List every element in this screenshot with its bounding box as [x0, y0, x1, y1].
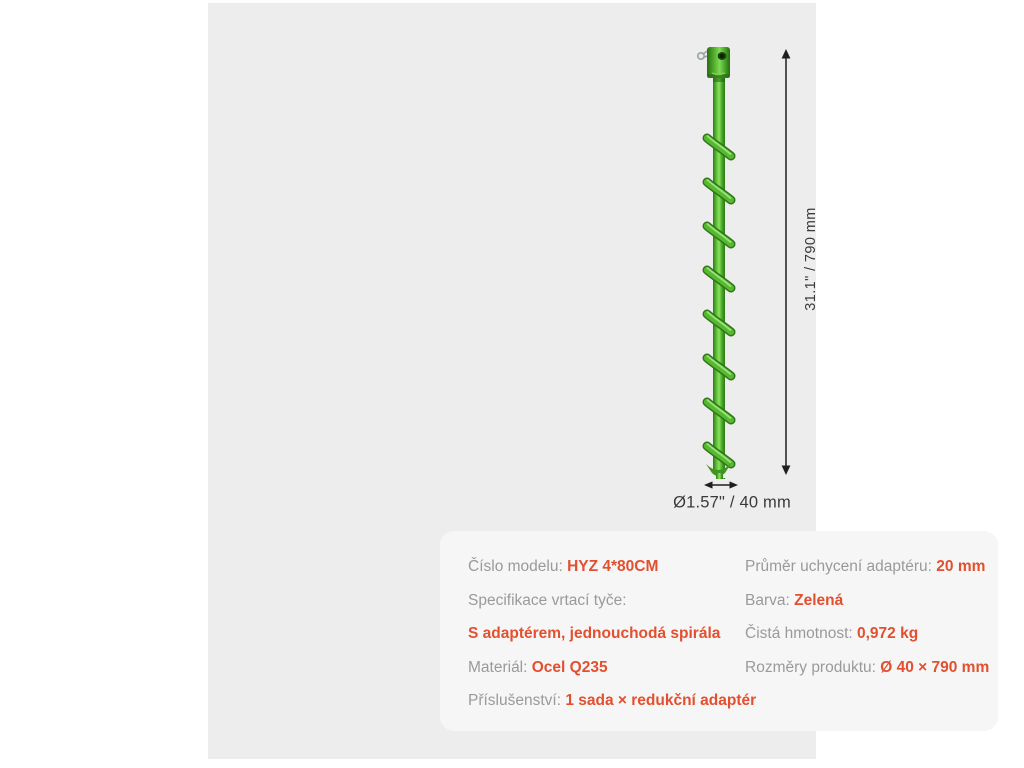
auger-top-collar — [707, 47, 730, 78]
diameter-dimension-label: Ø1.57" / 40 mm — [673, 493, 791, 512]
spec-label: Rozměry produktu: — [745, 658, 881, 676]
arrow-right-icon — [730, 481, 739, 488]
specifications-panel — [440, 531, 998, 731]
arrow-down-icon — [782, 466, 791, 476]
spec-value: Ø 40 × 790 mm — [880, 658, 990, 676]
spec-row-accessories — [468, 692, 756, 709]
spec-row-material — [468, 659, 756, 676]
spec-label: Průměr uchycení adaptéru: — [745, 558, 937, 575]
horizontal-dimension-arrow — [704, 479, 738, 491]
auger-product-image — [694, 43, 754, 479]
spec-label: Barva: — [745, 591, 795, 609]
spec-row-net-weight — [745, 625, 989, 642]
spec-value: HYZ 4*80CM — [567, 558, 659, 575]
vertical-dimension-line — [778, 49, 794, 475]
spec-value: 1 sada × redukční adaptér — [565, 692, 757, 709]
spec-row-color — [745, 592, 989, 609]
product-image-stage — [208, 3, 990, 759]
spec-column-right — [745, 558, 989, 692]
spec-value: Ocel Q235 — [531, 658, 608, 676]
spec-label: Číslo modelu: — [468, 558, 568, 575]
spec-row-drill-rod-spec — [468, 592, 756, 609]
spec-value: 20 mm — [936, 558, 986, 575]
spec-value: Zelená — [794, 591, 844, 609]
spec-label: Specifikace vrtací tyče: — [468, 591, 627, 609]
spec-label: Příslušenství: — [468, 692, 566, 709]
spec-row-product-dimensions — [745, 659, 989, 676]
spec-row-model-number — [468, 558, 756, 575]
height-dimension-label: 31.1" / 790 mm — [803, 207, 819, 311]
spec-column-left — [468, 558, 756, 726]
spec-value: S adaptérem, jednouchodá spirála — [468, 625, 721, 642]
spec-row-adapter-spiral — [468, 625, 756, 642]
spec-value: 0,972 kg — [857, 625, 919, 642]
spec-row-adapter-diameter — [745, 558, 989, 575]
spec-label: Čistá hmotnost: — [745, 625, 857, 642]
spec-label: Materiál: — [468, 658, 532, 676]
